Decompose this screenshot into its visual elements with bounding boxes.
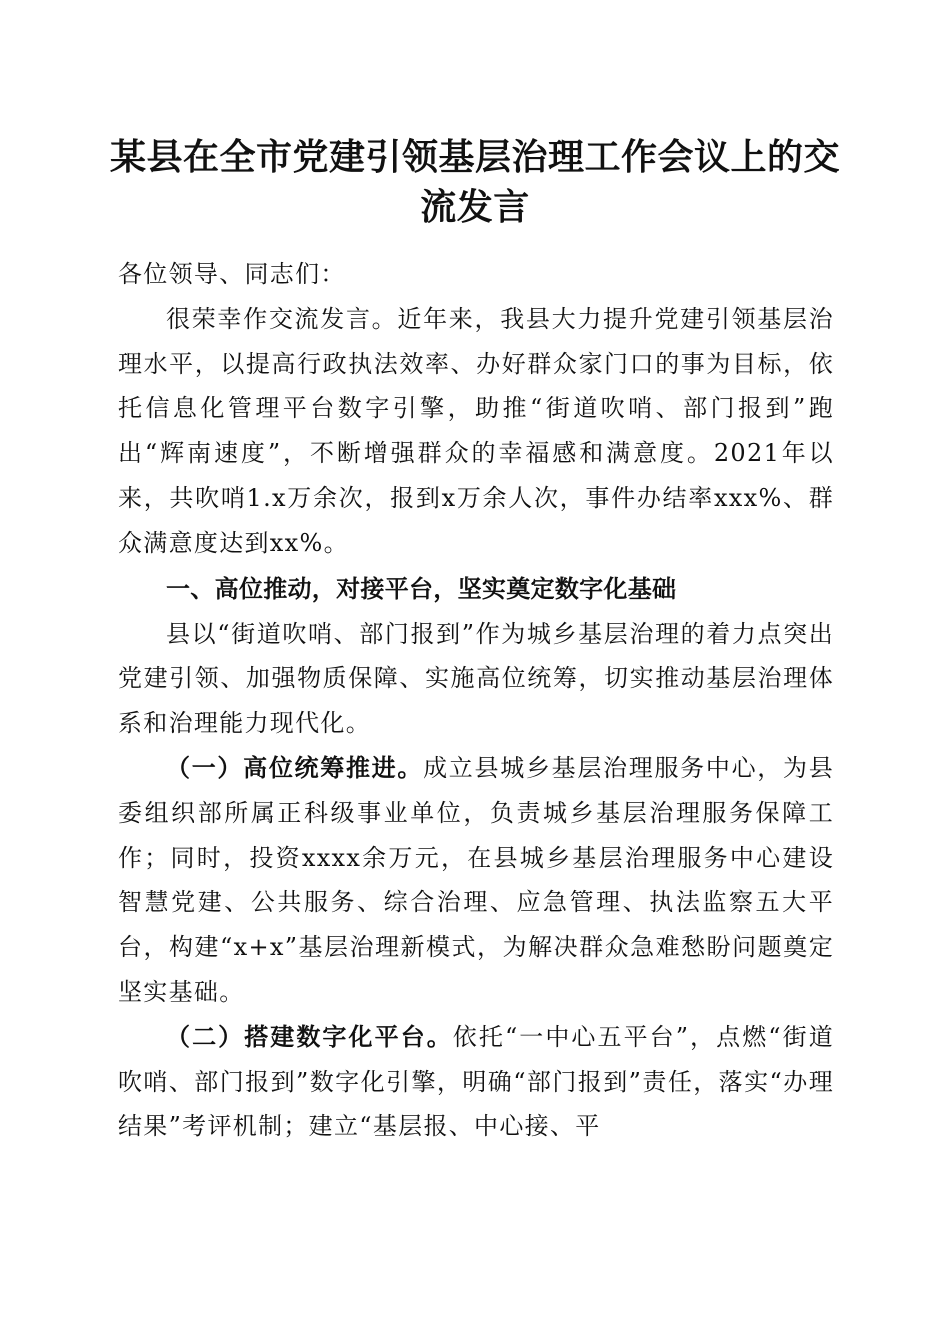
document-title bbox=[110, 132, 840, 232]
subsection-1-body: 成立县城乡基层治理服务中心，为县委组织部所属正科级事业单位，负责城乡基层治理服务保障工作；同时，投资xxxx余万元，在县城乡基层治理服务中心建设智慧党建、公共服务、综合治理、应急管理、执法监察五大平台，构建“x+x”基层治理新模式，为解决群众急难愁盼问题奠定坚实基础。 bbox=[118, 753, 834, 1006]
title-line-2: 流发言 bbox=[420, 186, 530, 228]
intro-paragraph: 很荣幸作交流发言。近年来，我县大力提升党建引领基层治理水平，以提高行政执法效率、办好群众家门口的事为目标，依托信息化管理平台数字引擎，助推“街道吹哨、部门报到”跑出“辉南速度”，不断增强群众的幸福感和满意度。2021年以来，共吹哨1.x万余次，报到x万余人次，事件办结率xxx%、群众满意度达到xx%。 bbox=[118, 304, 834, 557]
salutation: 各位领导、同志们： bbox=[118, 260, 346, 288]
subsection-2 bbox=[118, 1015, 834, 1149]
subsection-2-heading: （二）搭建数字化平台。 bbox=[166, 1021, 453, 1051]
subsection-1 bbox=[118, 746, 834, 1015]
subsection-2-body: 依托“一中心五平台”，点燃“街道吹哨、部门报到”数字化引擎，明确“部门报到”责任，落实“办理结果”考评机制；建立“基层报、中心接、平 bbox=[118, 1022, 834, 1141]
document-body bbox=[118, 252, 834, 1149]
section-1-intro: 县以“街道吹哨、部门报到”作为城乡基层治理的着力点突出党建引领、加强物质保障、实施高位统筹，切实推动基层治理体系和治理能力现代化。 bbox=[118, 619, 834, 738]
section-heading-1: 一、高位推动，对接平台，坚实奠定数字化基础 bbox=[166, 574, 677, 603]
subsection-1-heading: （一）高位统筹推进。 bbox=[166, 752, 424, 782]
title-line-1: 某县在全市党建引领基层治理工作会议上的交 bbox=[110, 136, 841, 178]
